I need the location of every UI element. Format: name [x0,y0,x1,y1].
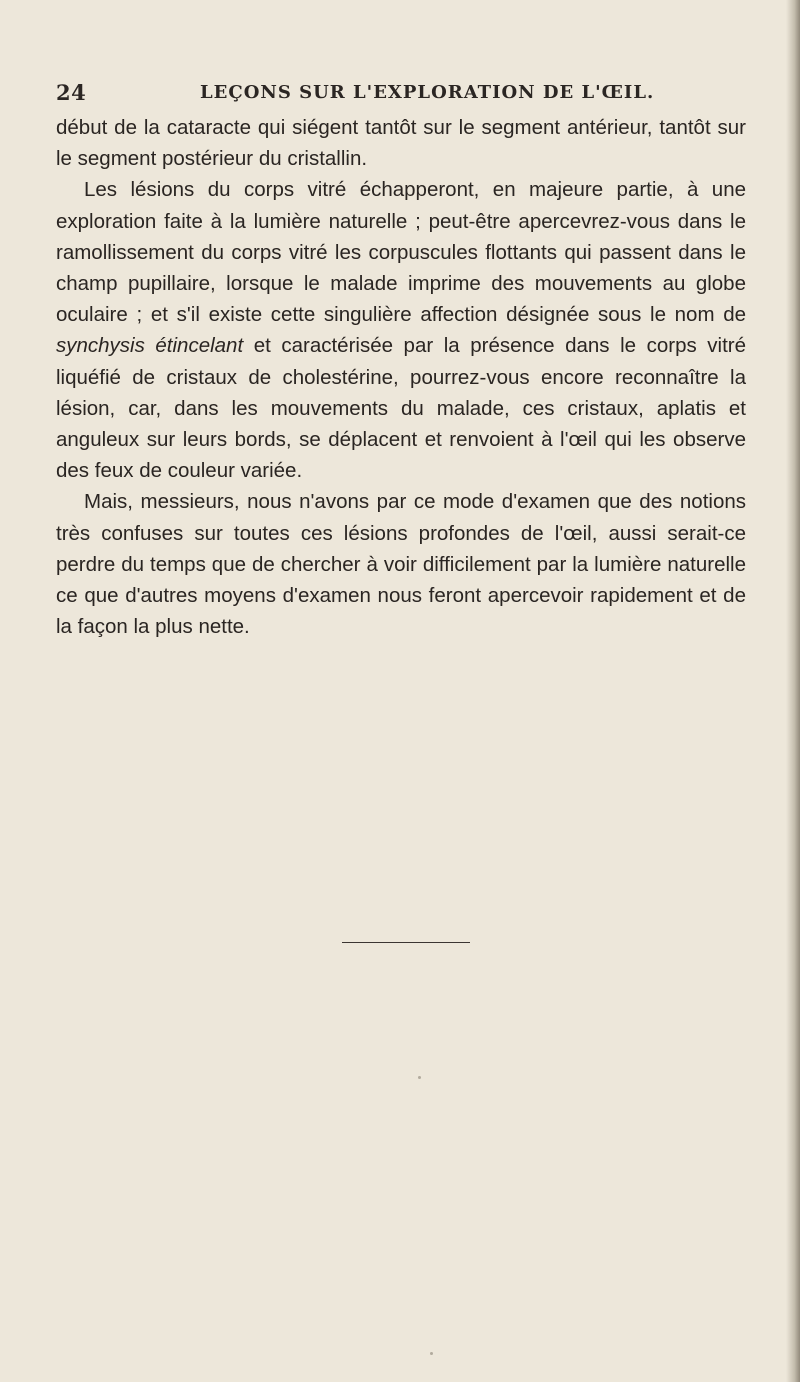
paper-speck [418,1076,421,1079]
page-header [56,80,746,110]
paragraph-2-text-start: Les lésions du corps vitré échapperont, en majeure partie, à une exploration faite à la lumière naturelle ; peut-être apercevrez-vous dans le ramollissement du corps vitré les corpuscules flottants qui passent dans le champ pupillaire, lorsque le malade imprime des mouvements au globe oculaire ; et s'il existe cette singulière affection désignée sous le nom de [56,178,746,327]
paragraph-2 [56,174,746,486]
paragraph-1 [56,112,746,174]
paragraph-3 [56,486,746,642]
page-number: 24 [56,80,87,105]
running-title: LEÇONS SUR L'EXPLORATION DE L'ŒIL. [200,82,655,103]
paragraph-1-text: début de la cataracte qui siégent tantôt sur le segment antérieur, tantôt sur le segment postérieur du cristallin. [56,116,746,171]
paragraph-2-text-end: et caractérisée par la présence dans le corps vitré liquéfié de cristaux de cholestérine, pourrez-vous encore reconnaître la lésion, car, dans les mouvements du malade, ces cristaux, aplatis et anguleux sur leurs bords, se déplacent et renvoient à l'œil qui les observe des feux de couleur variée. [56,334,747,483]
body-text [56,112,746,642]
paper-speck [430,1352,433,1355]
paragraph-3-text: Mais, messieurs, nous n'avons par ce mode d'examen que des notions très confuses sur toutes ces lésions profondes de l'œil, aussi serait-ce perdre du temps que de chercher à voir difficilement par la lumière naturelle ce que d'autres moyens d'examen nous feront apercevoir rapidement et de la façon la plus nette. [56,490,746,639]
page-edge-shadow [786,0,800,1382]
section-end-rule [342,942,470,943]
paragraph-2-italic-term: synchysis étincelant [56,334,244,358]
